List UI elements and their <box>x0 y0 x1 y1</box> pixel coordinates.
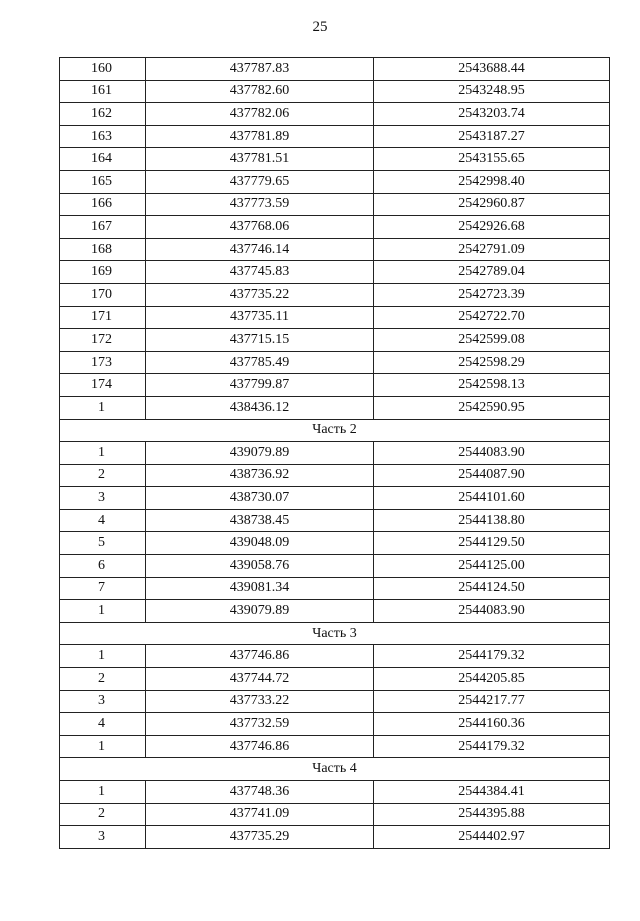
x-coordinate-cell: 437781.51 <box>146 148 374 171</box>
point-number-cell: 164 <box>60 148 146 171</box>
section-title: Часть 3 <box>60 622 610 645</box>
table-row <box>60 103 610 126</box>
y-coordinate-cell: 2544179.32 <box>374 735 610 758</box>
table-row <box>60 148 610 171</box>
x-coordinate-cell: 437799.87 <box>146 374 374 397</box>
table-row <box>60 442 610 465</box>
point-number-cell: 160 <box>60 58 146 81</box>
point-number-cell: 4 <box>60 509 146 532</box>
section-header-row <box>60 622 610 645</box>
table-row <box>60 329 610 352</box>
table-row <box>60 261 610 284</box>
point-number-cell: 1 <box>60 442 146 465</box>
x-coordinate-cell: 437735.22 <box>146 283 374 306</box>
y-coordinate-cell: 2544384.41 <box>374 781 610 804</box>
y-coordinate-cell: 2542590.95 <box>374 396 610 419</box>
section-title: Часть 2 <box>60 419 610 442</box>
point-number-cell: 168 <box>60 238 146 261</box>
table-row <box>60 238 610 261</box>
point-number-cell: 161 <box>60 80 146 103</box>
x-coordinate-cell: 437782.60 <box>146 80 374 103</box>
point-number-cell: 174 <box>60 374 146 397</box>
x-coordinate-cell: 437787.83 <box>146 58 374 81</box>
y-coordinate-cell: 2544205.85 <box>374 668 610 691</box>
point-number-cell: 166 <box>60 193 146 216</box>
x-coordinate-cell: 439058.76 <box>146 555 374 578</box>
coordinates-table <box>59 57 610 849</box>
y-coordinate-cell: 2544138.80 <box>374 509 610 532</box>
page-number: 25 <box>312 19 328 35</box>
x-coordinate-cell: 437715.15 <box>146 329 374 352</box>
y-coordinate-cell: 2544125.00 <box>374 555 610 578</box>
table-row <box>60 555 610 578</box>
x-coordinate-cell: 437741.09 <box>146 803 374 826</box>
x-coordinate-cell: 437782.06 <box>146 103 374 126</box>
coordinates-table-body <box>60 58 610 849</box>
point-number-cell: 171 <box>60 306 146 329</box>
table-row <box>60 645 610 668</box>
y-coordinate-cell: 2543688.44 <box>374 58 610 81</box>
table-row <box>60 396 610 419</box>
table-row <box>60 668 610 691</box>
x-coordinate-cell: 439048.09 <box>146 532 374 555</box>
point-number-cell: 1 <box>60 600 146 623</box>
table-row <box>60 690 610 713</box>
point-number-cell: 169 <box>60 261 146 284</box>
y-coordinate-cell: 2544129.50 <box>374 532 610 555</box>
x-coordinate-cell: 437732.59 <box>146 713 374 736</box>
x-coordinate-cell: 437744.72 <box>146 668 374 691</box>
x-coordinate-cell: 438736.92 <box>146 464 374 487</box>
point-number-cell: 1 <box>60 781 146 804</box>
x-coordinate-cell: 437779.65 <box>146 170 374 193</box>
table-row <box>60 193 610 216</box>
table-row <box>60 58 610 81</box>
point-number-cell: 162 <box>60 103 146 126</box>
x-coordinate-cell: 439079.89 <box>146 600 374 623</box>
table-row <box>60 216 610 239</box>
table-row <box>60 735 610 758</box>
y-coordinate-cell: 2544083.90 <box>374 442 610 465</box>
x-coordinate-cell: 437768.06 <box>146 216 374 239</box>
table-row <box>60 125 610 148</box>
point-number-cell: 1 <box>60 396 146 419</box>
table-row <box>60 532 610 555</box>
point-number-cell: 1 <box>60 645 146 668</box>
x-coordinate-cell: 437733.22 <box>146 690 374 713</box>
table-row <box>60 283 610 306</box>
y-coordinate-cell: 2544402.97 <box>374 826 610 849</box>
table-row <box>60 509 610 532</box>
x-coordinate-cell: 439081.34 <box>146 577 374 600</box>
table-row <box>60 487 610 510</box>
y-coordinate-cell: 2542926.68 <box>374 216 610 239</box>
point-number-cell: 172 <box>60 329 146 352</box>
y-coordinate-cell: 2542960.87 <box>374 193 610 216</box>
table-row <box>60 306 610 329</box>
y-coordinate-cell: 2544160.36 <box>374 713 610 736</box>
y-coordinate-cell: 2543248.95 <box>374 80 610 103</box>
y-coordinate-cell: 2543203.74 <box>374 103 610 126</box>
y-coordinate-cell: 2544087.90 <box>374 464 610 487</box>
point-number-cell: 2 <box>60 803 146 826</box>
table-row <box>60 80 610 103</box>
point-number-cell: 1 <box>60 735 146 758</box>
table-row <box>60 803 610 826</box>
table-row <box>60 351 610 374</box>
x-coordinate-cell: 437781.89 <box>146 125 374 148</box>
y-coordinate-cell: 2542722.70 <box>374 306 610 329</box>
table-row <box>60 826 610 849</box>
point-number-cell: 173 <box>60 351 146 374</box>
y-coordinate-cell: 2544083.90 <box>374 600 610 623</box>
y-coordinate-cell: 2542598.13 <box>374 374 610 397</box>
y-coordinate-cell: 2544217.77 <box>374 690 610 713</box>
x-coordinate-cell: 437785.49 <box>146 351 374 374</box>
point-number-cell: 3 <box>60 690 146 713</box>
y-coordinate-cell: 2544124.50 <box>374 577 610 600</box>
table-row <box>60 464 610 487</box>
section-header-row <box>60 758 610 781</box>
x-coordinate-cell: 438730.07 <box>146 487 374 510</box>
point-number-cell: 165 <box>60 170 146 193</box>
x-coordinate-cell: 437773.59 <box>146 193 374 216</box>
x-coordinate-cell: 437746.86 <box>146 735 374 758</box>
x-coordinate-cell: 438436.12 <box>146 396 374 419</box>
y-coordinate-cell: 2543187.27 <box>374 125 610 148</box>
y-coordinate-cell: 2544179.32 <box>374 645 610 668</box>
x-coordinate-cell: 437735.29 <box>146 826 374 849</box>
point-number-cell: 167 <box>60 216 146 239</box>
y-coordinate-cell: 2544395.88 <box>374 803 610 826</box>
x-coordinate-cell: 437746.86 <box>146 645 374 668</box>
point-number-cell: 2 <box>60 464 146 487</box>
point-number-cell: 7 <box>60 577 146 600</box>
y-coordinate-cell: 2542791.09 <box>374 238 610 261</box>
section-header-row <box>60 419 610 442</box>
x-coordinate-cell: 437746.14 <box>146 238 374 261</box>
x-coordinate-cell: 438738.45 <box>146 509 374 532</box>
x-coordinate-cell: 437745.83 <box>146 261 374 284</box>
y-coordinate-cell: 2542789.04 <box>374 261 610 284</box>
point-number-cell: 2 <box>60 668 146 691</box>
point-number-cell: 170 <box>60 283 146 306</box>
x-coordinate-cell: 437748.36 <box>146 781 374 804</box>
point-number-cell: 163 <box>60 125 146 148</box>
section-title: Часть 4 <box>60 758 610 781</box>
y-coordinate-cell: 2542723.39 <box>374 283 610 306</box>
table-row <box>60 713 610 736</box>
table-row <box>60 374 610 397</box>
point-number-cell: 6 <box>60 555 146 578</box>
y-coordinate-cell: 2544101.60 <box>374 487 610 510</box>
x-coordinate-cell: 439079.89 <box>146 442 374 465</box>
table-row <box>60 781 610 804</box>
x-coordinate-cell: 437735.11 <box>146 306 374 329</box>
y-coordinate-cell: 2542599.08 <box>374 329 610 352</box>
table-row <box>60 600 610 623</box>
point-number-cell: 4 <box>60 713 146 736</box>
table-row <box>60 577 610 600</box>
point-number-cell: 3 <box>60 487 146 510</box>
y-coordinate-cell: 2542998.40 <box>374 170 610 193</box>
y-coordinate-cell: 2542598.29 <box>374 351 610 374</box>
table-row <box>60 170 610 193</box>
point-number-cell: 5 <box>60 532 146 555</box>
point-number-cell: 3 <box>60 826 146 849</box>
y-coordinate-cell: 2543155.65 <box>374 148 610 171</box>
